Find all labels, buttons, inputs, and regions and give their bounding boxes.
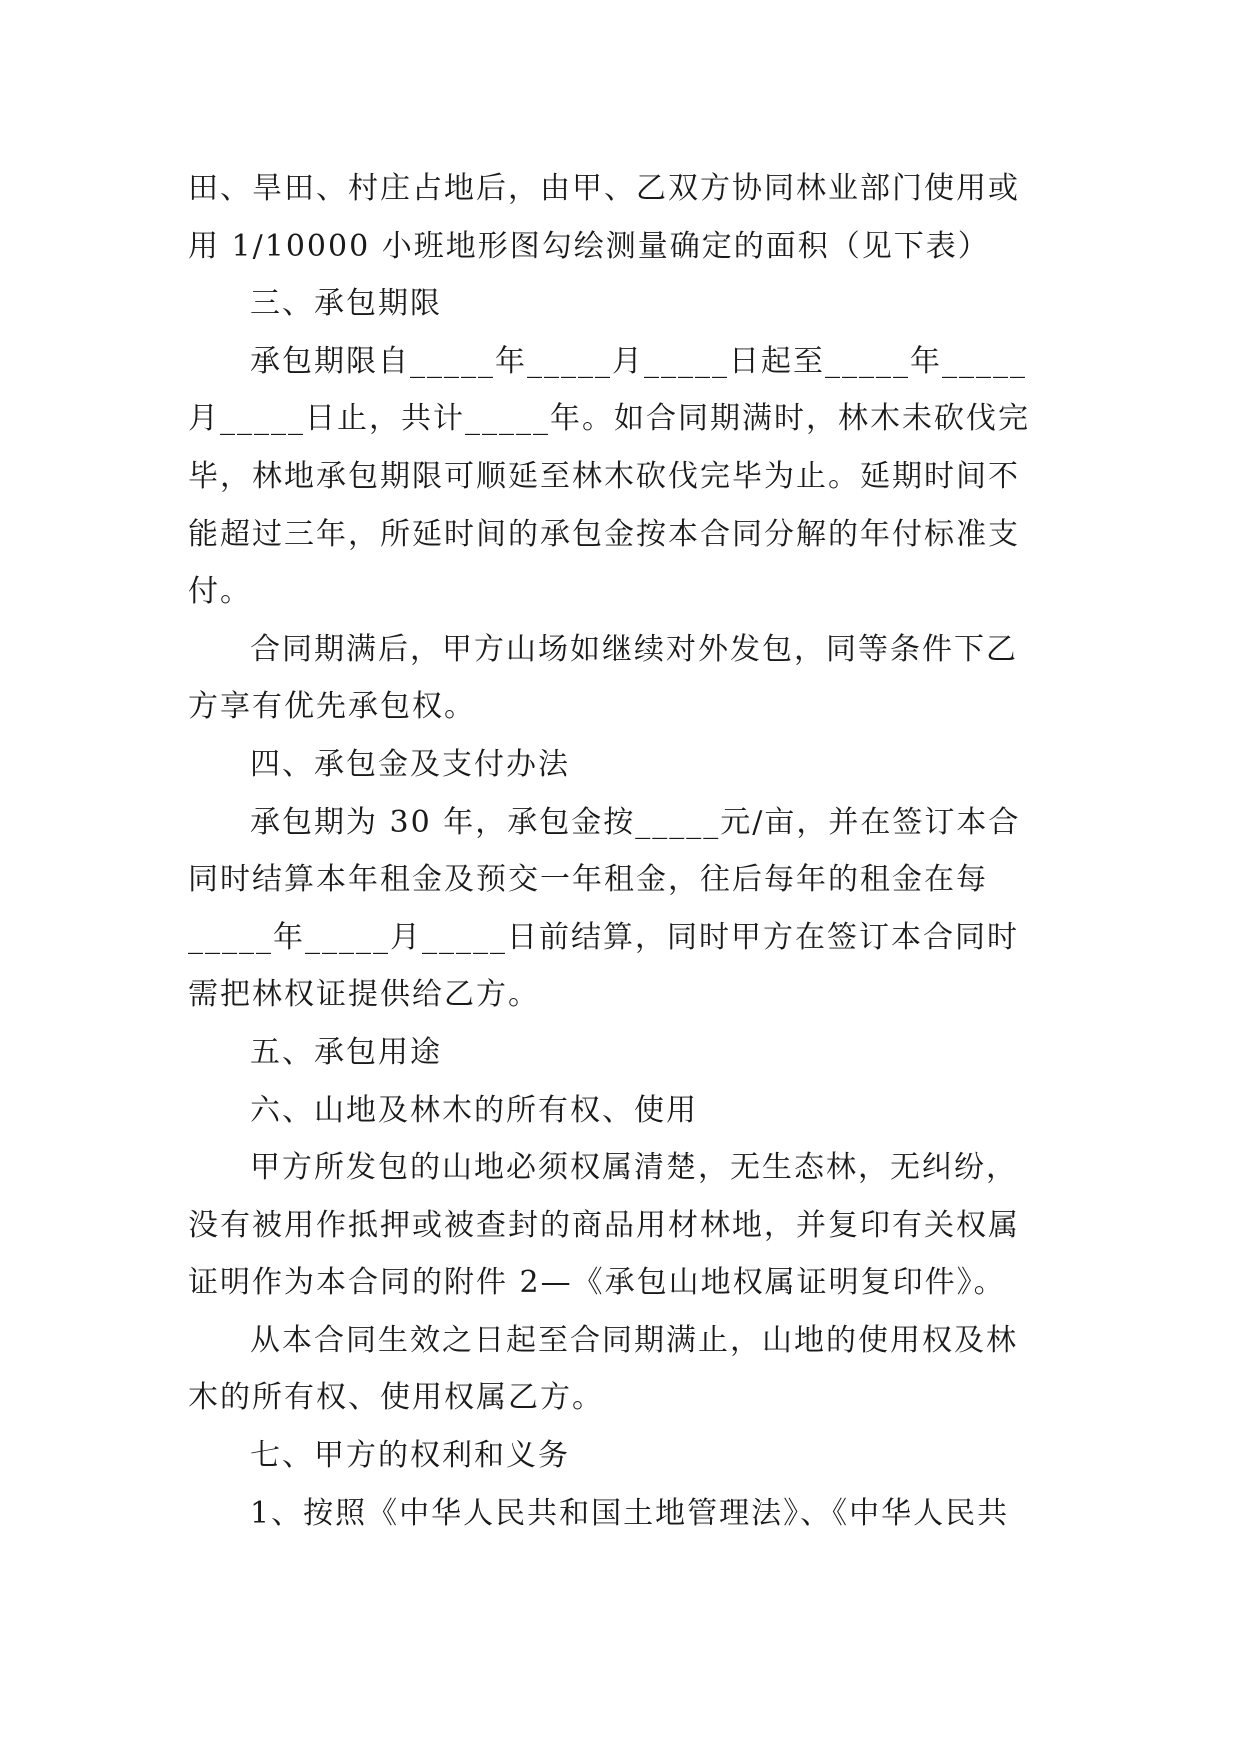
paragraph-line: 承包期限自_____年_____月_____日起至_____年_____ <box>250 343 1027 379</box>
paragraph-line: 方享有优先承包权。 <box>188 689 476 725</box>
paragraph-line: 同时结算本年租金及预交一年租金，往后每年的租金在每 <box>188 862 988 898</box>
paragraph-line: 需把林权证提供给乙方。 <box>188 977 540 1013</box>
document-body <box>188 160 1058 1542</box>
paragraph-line: 合同期满后，甲方山场如继续对外发包，同等条件下乙 <box>250 631 1018 667</box>
section-heading-6: 六、山地及林木的所有权、使用 <box>250 1092 698 1128</box>
paragraph-line: 甲方所发包的山地必须权属清楚，无生态林，无纠纷， <box>250 1150 1018 1186</box>
paragraph-line: 月_____日止，共计_____年。如合同期满时，林木未砍伐完 <box>188 401 1030 437</box>
section-heading-4: 四、承包金及支付办法 <box>250 746 570 782</box>
section-heading-3: 三、承包期限 <box>250 286 442 322</box>
paragraph-line: _____年_____月_____日前结算，同时甲方在签订本合同时 <box>188 919 1019 955</box>
paragraph-line: 从本合同生效之日起至合同期满止，山地的使用权及林 <box>250 1322 1018 1358</box>
paragraph-line: 用 1/10000 小班地形图勾绘测量确定的面积（见下表） <box>188 228 990 264</box>
paragraph-line: 证明作为本合同的附件 2—《承包山地权属证明复印件》。 <box>188 1265 1006 1301</box>
paragraph-line: 付。 <box>188 574 252 610</box>
section-heading-7: 七、甲方的权利和义务 <box>250 1438 570 1474</box>
paragraph-line: 木的所有权、使用权属乙方。 <box>188 1380 604 1416</box>
paragraph-line: 田、旱田、村庄占地后，由甲、乙双方协同林业部门使用或 <box>188 171 1020 206</box>
section-heading-5: 五、承包用途 <box>250 1034 442 1070</box>
paragraph-line: 承包期为 30 年，承包金按_____元/亩，并在签订本合 <box>250 804 1021 840</box>
paragraph-line: 能超过三年，所延时间的承包金按本合同分解的年付标准支 <box>188 516 1020 552</box>
paragraph-line: 毕，林地承包期限可顺延至林木砍伐完毕为止。延期时间不 <box>188 458 1020 494</box>
paragraph-line: 没有被用作抵押或被查封的商品用材林地，并复印有关权属 <box>188 1207 1020 1243</box>
paragraph-line: 1、按照《中华人民共和国土地管理法》、《中华人民共 <box>250 1495 1010 1531</box>
